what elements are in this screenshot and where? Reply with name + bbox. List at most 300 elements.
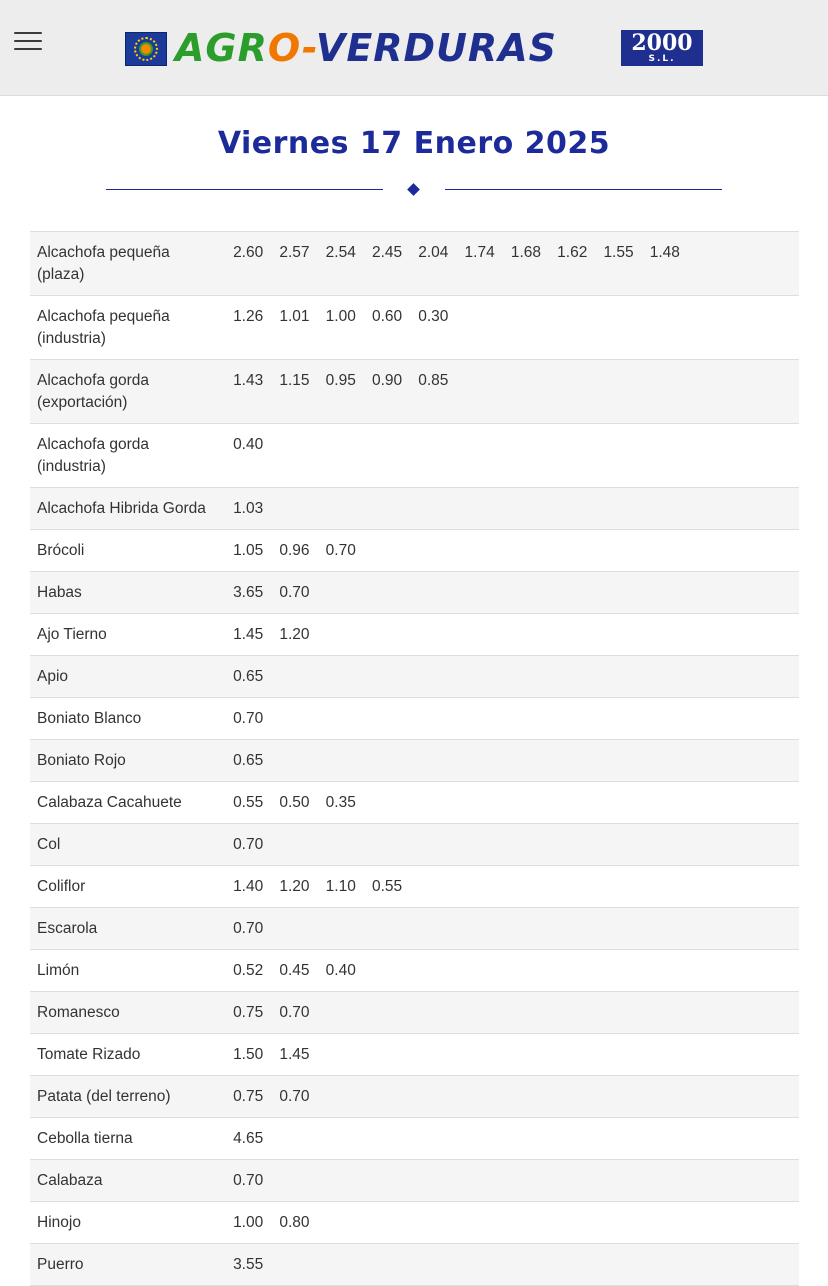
- empty-price-cell: [549, 740, 595, 782]
- price-cell: 3.55: [233, 1256, 264, 1273]
- empty-price-cell: [410, 530, 456, 572]
- empty-price-cell: [410, 782, 456, 824]
- price-cell: 0.55: [371, 878, 403, 895]
- row-spacer: [688, 1244, 799, 1286]
- empty-price-cell: [642, 488, 688, 530]
- product-name: Alcachofa gorda (exportación): [37, 372, 150, 411]
- empty-price-cell: [271, 656, 317, 698]
- empty-price-cell: [595, 950, 641, 992]
- table-row: [30, 232, 799, 296]
- empty-price-cell: [318, 698, 364, 740]
- empty-price-cell: [549, 614, 595, 656]
- row-spacer: [688, 572, 799, 614]
- row-spacer: [688, 360, 799, 424]
- empty-price-cell: [595, 614, 641, 656]
- empty-price-cell: [503, 824, 549, 866]
- product-name: Romanesco: [37, 1004, 120, 1021]
- table-row: [30, 950, 799, 992]
- empty-price-cell: [456, 824, 502, 866]
- empty-price-cell: [410, 908, 456, 950]
- site-logo[interactable]: [125, 26, 705, 70]
- empty-price-cell: [456, 614, 502, 656]
- empty-price-cell: [503, 1160, 549, 1202]
- title-divider-left: [106, 189, 383, 190]
- empty-price-cell: [549, 656, 595, 698]
- price-cell: 0.35: [325, 794, 356, 811]
- table-row: [30, 572, 799, 614]
- price-cell: 1.43: [233, 372, 264, 389]
- empty-price-cell: [364, 614, 410, 656]
- price-cell: 2.04: [418, 244, 449, 261]
- empty-price-cell: [642, 656, 688, 698]
- empty-price-cell: [456, 1076, 502, 1118]
- row-spacer: [688, 1034, 799, 1076]
- empty-price-cell: [318, 1076, 364, 1118]
- empty-price-cell: [410, 824, 456, 866]
- table-row: [30, 614, 799, 656]
- empty-price-cell: [549, 1160, 595, 1202]
- empty-price-cell: [549, 782, 595, 824]
- price-cell: 0.70: [233, 1172, 264, 1189]
- empty-price-cell: [549, 530, 595, 572]
- empty-price-cell: [456, 572, 502, 614]
- price-cell: 0.70: [233, 920, 264, 937]
- empty-price-cell: [364, 992, 410, 1034]
- empty-price-cell: [271, 698, 317, 740]
- empty-price-cell: [549, 1244, 595, 1286]
- price-cell: 2.45: [371, 244, 403, 261]
- product-name: Alcachofa pequeña (industria): [37, 308, 170, 347]
- empty-price-cell: [595, 488, 641, 530]
- empty-price-cell: [549, 1076, 595, 1118]
- empty-price-cell: [503, 1076, 549, 1118]
- empty-price-cell: [595, 866, 641, 908]
- empty-price-cell: [595, 424, 641, 488]
- price-cell: 1.05: [233, 542, 264, 559]
- site-header: [0, 0, 828, 96]
- empty-price-cell: [503, 572, 549, 614]
- empty-price-cell: [503, 950, 549, 992]
- product-name: Brócoli: [37, 542, 85, 559]
- price-cell: 1.45: [279, 1046, 310, 1063]
- empty-price-cell: [364, 424, 410, 488]
- empty-price-cell: [595, 740, 641, 782]
- empty-price-cell: [318, 1118, 364, 1160]
- price-cell: 0.55: [233, 794, 264, 811]
- empty-price-cell: [410, 614, 456, 656]
- empty-price-cell: [549, 908, 595, 950]
- table-row: [30, 360, 799, 424]
- row-spacer: [688, 614, 799, 656]
- price-cell: 0.85: [418, 372, 449, 389]
- empty-price-cell: [642, 424, 688, 488]
- empty-price-cell: [456, 1160, 502, 1202]
- product-name: Limón: [37, 962, 80, 979]
- empty-price-cell: [595, 824, 641, 866]
- price-cell: 1.00: [325, 308, 356, 325]
- table-row: [30, 866, 799, 908]
- empty-price-cell: [364, 1202, 410, 1244]
- empty-price-cell: [410, 1034, 456, 1076]
- product-name: Escarola: [37, 920, 98, 937]
- empty-price-cell: [549, 572, 595, 614]
- table-row: [30, 296, 799, 360]
- table-row: [30, 824, 799, 866]
- table-row: [30, 424, 799, 488]
- empty-price-cell: [456, 296, 502, 360]
- price-cell: 1.40: [233, 878, 264, 895]
- product-name: Coliflor: [37, 878, 86, 895]
- empty-price-cell: [456, 698, 502, 740]
- price-cell: 1.48: [649, 244, 680, 261]
- price-cell: 0.45: [279, 962, 310, 979]
- price-cell: 0.70: [279, 1004, 310, 1021]
- table-row: [30, 698, 799, 740]
- table-row: [30, 656, 799, 698]
- empty-price-cell: [456, 1202, 502, 1244]
- empty-price-cell: [595, 296, 641, 360]
- empty-price-cell: [503, 866, 549, 908]
- price-cell: 1.03: [233, 500, 264, 517]
- empty-price-cell: [503, 992, 549, 1034]
- empty-price-cell: [456, 992, 502, 1034]
- empty-price-cell: [410, 1160, 456, 1202]
- table-row: [30, 782, 799, 824]
- empty-price-cell: [549, 488, 595, 530]
- empty-price-cell: [364, 488, 410, 530]
- price-cell: 1.15: [279, 372, 310, 389]
- empty-price-cell: [642, 782, 688, 824]
- empty-price-cell: [364, 656, 410, 698]
- price-cell: 1.00: [233, 1214, 264, 1231]
- empty-price-cell: [595, 1076, 641, 1118]
- empty-price-cell: [503, 360, 549, 424]
- empty-price-cell: [410, 1076, 456, 1118]
- empty-price-cell: [642, 296, 688, 360]
- empty-price-cell: [503, 1244, 549, 1286]
- product-name: Boniato Blanco: [37, 710, 142, 727]
- page-title: Viernes 17 Enero 2025: [217, 126, 611, 161]
- empty-price-cell: [364, 1118, 410, 1160]
- empty-price-cell: [410, 866, 456, 908]
- empty-price-cell: [318, 1202, 364, 1244]
- empty-price-cell: [549, 824, 595, 866]
- empty-price-cell: [642, 1034, 688, 1076]
- price-cell: 0.80: [279, 1214, 310, 1231]
- empty-price-cell: [271, 1160, 317, 1202]
- empty-price-cell: [410, 1118, 456, 1160]
- row-spacer: [688, 824, 799, 866]
- price-cell: 0.65: [233, 752, 264, 769]
- empty-price-cell: [271, 824, 317, 866]
- empty-price-cell: [364, 530, 410, 572]
- empty-price-cell: [503, 908, 549, 950]
- price-cell: 0.65: [233, 668, 264, 685]
- price-cell: 0.75: [233, 1004, 264, 1021]
- product-name: Calabaza: [37, 1172, 103, 1189]
- empty-price-cell: [642, 530, 688, 572]
- product-name: Alcachofa pequeña (plaza): [37, 244, 170, 283]
- empty-price-cell: [549, 698, 595, 740]
- row-spacer: [688, 1076, 799, 1118]
- logo-badge: 2000 S.L.: [621, 30, 703, 66]
- price-cell: 2.57: [279, 244, 310, 261]
- empty-price-cell: [364, 1244, 410, 1286]
- empty-price-cell: [503, 296, 549, 360]
- empty-price-cell: [595, 908, 641, 950]
- row-spacer: [688, 656, 799, 698]
- price-table: [30, 231, 799, 1286]
- empty-price-cell: [503, 530, 549, 572]
- price-cell: 1.01: [279, 308, 310, 325]
- empty-price-cell: [410, 950, 456, 992]
- price-cell: 0.70: [279, 1088, 310, 1105]
- product-name: Tomate Rizado: [37, 1046, 141, 1063]
- empty-price-cell: [271, 1244, 317, 1286]
- price-cell: 0.50: [279, 794, 310, 811]
- product-name: Habas: [37, 584, 82, 601]
- empty-price-cell: [318, 488, 364, 530]
- empty-price-cell: [364, 950, 410, 992]
- empty-price-cell: [456, 424, 502, 488]
- price-cell: 0.70: [325, 542, 356, 559]
- empty-price-cell: [318, 572, 364, 614]
- empty-price-cell: [410, 488, 456, 530]
- row-spacer: [688, 1160, 799, 1202]
- empty-price-cell: [642, 992, 688, 1034]
- row-spacer: [688, 296, 799, 360]
- price-cell: 0.96: [279, 542, 310, 559]
- row-spacer: [688, 992, 799, 1034]
- price-cell: 1.62: [557, 244, 588, 261]
- empty-price-cell: [503, 1202, 549, 1244]
- empty-price-cell: [364, 572, 410, 614]
- empty-price-cell: [595, 1202, 641, 1244]
- empty-price-cell: [642, 1244, 688, 1286]
- empty-price-cell: [318, 992, 364, 1034]
- empty-price-cell: [318, 424, 364, 488]
- price-cell: 1.50: [233, 1046, 264, 1063]
- empty-price-cell: [364, 824, 410, 866]
- empty-price-cell: [318, 824, 364, 866]
- price-cell: 0.70: [279, 584, 310, 601]
- empty-price-cell: [503, 614, 549, 656]
- empty-price-cell: [456, 1244, 502, 1286]
- price-cell: 0.70: [233, 836, 264, 853]
- table-row: [30, 488, 799, 530]
- empty-price-cell: [503, 740, 549, 782]
- row-spacer: [688, 908, 799, 950]
- product-name: Puerro: [37, 1256, 84, 1273]
- empty-price-cell: [456, 908, 502, 950]
- product-name: Alcachofa Hibrida Gorda: [37, 500, 206, 517]
- row-spacer: [688, 698, 799, 740]
- empty-price-cell: [456, 656, 502, 698]
- empty-price-cell: [271, 740, 317, 782]
- empty-price-cell: [595, 572, 641, 614]
- empty-price-cell: [503, 656, 549, 698]
- row-spacer: [688, 232, 799, 296]
- empty-price-cell: [595, 1034, 641, 1076]
- row-spacer: [688, 782, 799, 824]
- empty-price-cell: [410, 992, 456, 1034]
- empty-price-cell: [549, 950, 595, 992]
- diamond-icon: [407, 183, 420, 196]
- empty-price-cell: [595, 1244, 641, 1286]
- empty-price-cell: [364, 1076, 410, 1118]
- empty-price-cell: [456, 488, 502, 530]
- product-name: Alcachofa gorda (industria): [37, 436, 150, 475]
- empty-price-cell: [595, 530, 641, 572]
- empty-price-cell: [410, 740, 456, 782]
- empty-price-cell: [410, 698, 456, 740]
- row-spacer: [688, 866, 799, 908]
- price-cell: 0.75: [233, 1088, 264, 1105]
- table-row: [30, 1244, 799, 1286]
- table-row: [30, 1118, 799, 1160]
- empty-price-cell: [549, 1034, 595, 1076]
- price-cell: 1.68: [510, 244, 542, 261]
- empty-price-cell: [503, 782, 549, 824]
- eu-flag-icon: [125, 32, 167, 66]
- table-row: [30, 992, 799, 1034]
- empty-price-cell: [364, 1160, 410, 1202]
- price-cell: 0.70: [233, 710, 264, 727]
- row-spacer: [688, 1202, 799, 1244]
- price-cell: 0.95: [325, 372, 356, 389]
- empty-price-cell: [595, 656, 641, 698]
- row-spacer: [688, 530, 799, 572]
- empty-price-cell: [456, 950, 502, 992]
- empty-price-cell: [642, 950, 688, 992]
- empty-price-cell: [271, 908, 317, 950]
- empty-price-cell: [503, 698, 549, 740]
- price-cell: 3.65: [233, 584, 264, 601]
- empty-price-cell: [642, 866, 688, 908]
- price-cell: 0.52: [233, 962, 264, 979]
- empty-price-cell: [549, 992, 595, 1034]
- empty-price-cell: [318, 614, 364, 656]
- table-row: [30, 740, 799, 782]
- product-name: Calabaza Cacahuete: [37, 794, 182, 811]
- empty-price-cell: [318, 1160, 364, 1202]
- empty-price-cell: [642, 1076, 688, 1118]
- empty-price-cell: [364, 698, 410, 740]
- empty-price-cell: [642, 698, 688, 740]
- empty-price-cell: [318, 1034, 364, 1076]
- empty-price-cell: [456, 360, 502, 424]
- product-name: Boniato Rojo: [37, 752, 126, 769]
- empty-price-cell: [271, 488, 317, 530]
- empty-price-cell: [595, 1160, 641, 1202]
- empty-price-cell: [595, 1118, 641, 1160]
- empty-price-cell: [549, 360, 595, 424]
- table-row: [30, 530, 799, 572]
- price-cell: 0.40: [233, 436, 264, 453]
- empty-price-cell: [410, 1202, 456, 1244]
- price-cell: 4.65: [233, 1130, 264, 1147]
- price-cell: 1.20: [279, 878, 310, 895]
- empty-price-cell: [364, 740, 410, 782]
- row-spacer: [688, 488, 799, 530]
- table-row: [30, 1076, 799, 1118]
- empty-price-cell: [318, 740, 364, 782]
- price-cell: 1.10: [325, 878, 356, 895]
- empty-price-cell: [642, 1202, 688, 1244]
- empty-price-cell: [642, 908, 688, 950]
- empty-price-cell: [549, 1202, 595, 1244]
- hamburger-menu-icon[interactable]: [14, 32, 42, 52]
- table-row: [30, 1202, 799, 1244]
- price-cell: 1.74: [464, 244, 495, 261]
- product-name: Patata (del terreno): [37, 1088, 171, 1105]
- product-name: Hinojo: [37, 1214, 81, 1231]
- empty-price-cell: [642, 824, 688, 866]
- empty-price-cell: [642, 360, 688, 424]
- empty-price-cell: [549, 424, 595, 488]
- row-spacer: [688, 1118, 799, 1160]
- empty-price-cell: [318, 908, 364, 950]
- price-cell: 1.20: [279, 626, 310, 643]
- table-row: [30, 1034, 799, 1076]
- price-cell: 0.90: [371, 372, 403, 389]
- product-name: Ajo Tierno: [37, 626, 107, 643]
- empty-price-cell: [410, 424, 456, 488]
- price-cell: 2.60: [233, 244, 264, 261]
- empty-price-cell: [456, 740, 502, 782]
- row-spacer: [688, 950, 799, 992]
- price-cell: 0.30: [418, 308, 449, 325]
- title-divider-right: [445, 189, 722, 190]
- empty-price-cell: [456, 866, 502, 908]
- price-cell: 1.55: [603, 244, 634, 261]
- product-name: Cebolla tierna: [37, 1130, 133, 1147]
- empty-price-cell: [549, 1118, 595, 1160]
- table-row: [30, 908, 799, 950]
- empty-price-cell: [318, 656, 364, 698]
- empty-price-cell: [549, 296, 595, 360]
- empty-price-cell: [410, 572, 456, 614]
- logo-wordmark: AGRO-VERDURAS: [175, 26, 557, 70]
- empty-price-cell: [549, 866, 595, 908]
- empty-price-cell: [364, 908, 410, 950]
- empty-price-cell: [271, 1118, 317, 1160]
- empty-price-cell: [595, 698, 641, 740]
- product-name: Apio: [37, 668, 69, 685]
- row-spacer: [688, 740, 799, 782]
- empty-price-cell: [642, 740, 688, 782]
- empty-price-cell: [410, 1244, 456, 1286]
- price-cell: 0.60: [371, 308, 403, 325]
- empty-price-cell: [642, 572, 688, 614]
- empty-price-cell: [503, 1118, 549, 1160]
- empty-price-cell: [364, 782, 410, 824]
- empty-price-cell: [364, 1034, 410, 1076]
- row-spacer: [688, 424, 799, 488]
- table-row: [30, 1160, 799, 1202]
- empty-price-cell: [503, 1034, 549, 1076]
- empty-price-cell: [271, 424, 317, 488]
- price-cell: 1.45: [233, 626, 264, 643]
- empty-price-cell: [456, 530, 502, 572]
- empty-price-cell: [503, 424, 549, 488]
- empty-price-cell: [503, 488, 549, 530]
- empty-price-cell: [410, 656, 456, 698]
- price-cell: 1.26: [233, 308, 264, 325]
- empty-price-cell: [642, 1118, 688, 1160]
- empty-price-cell: [456, 1118, 502, 1160]
- empty-price-cell: [456, 782, 502, 824]
